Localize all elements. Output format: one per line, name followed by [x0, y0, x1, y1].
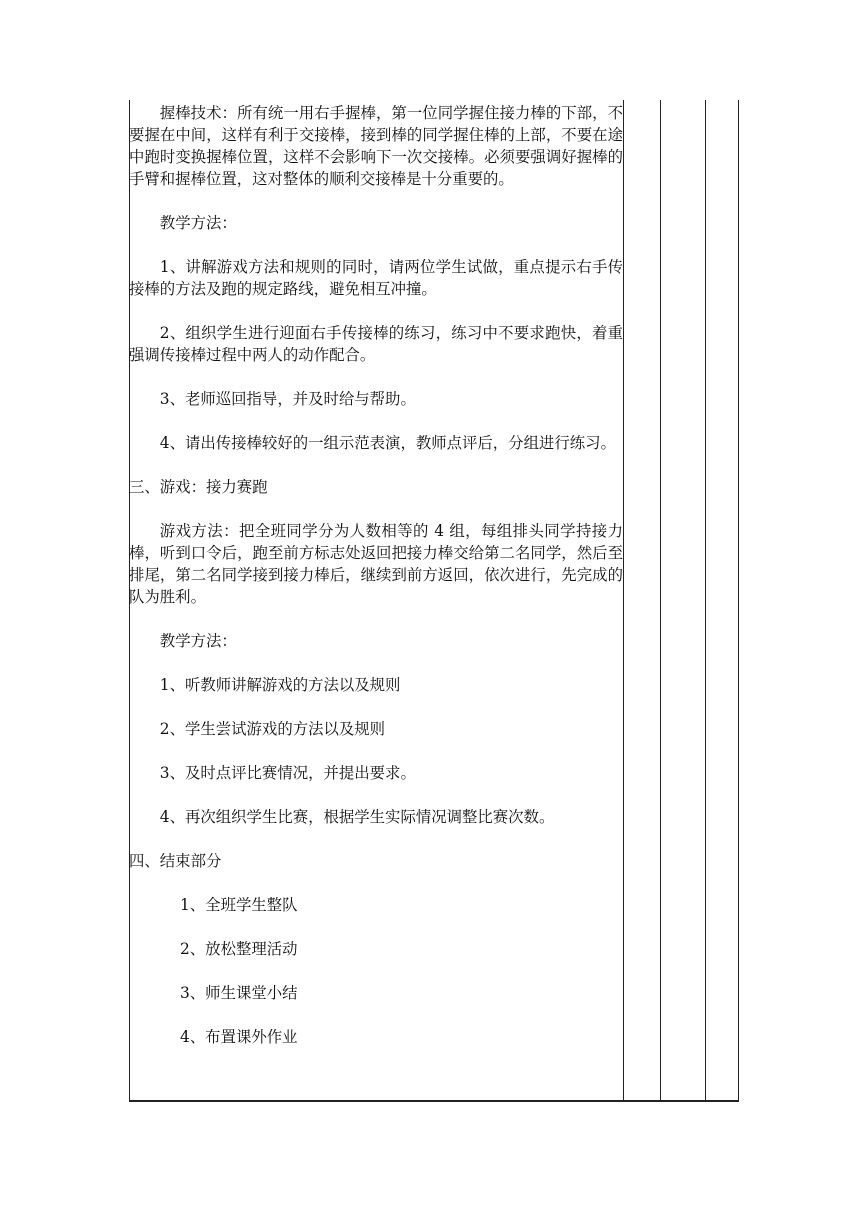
method-item: 1、听教师讲解游戏的方法以及规则	[159, 676, 401, 694]
method-item: 2、组织学生进行迎面右手传接棒的练习，练习中不要求跑快，着重强调传接棒过程中两人的动作配合。	[129, 324, 623, 364]
method-item: 4、再次组织学生比赛，根据学生实际情况调整比赛次数。	[159, 808, 555, 826]
content-cell	[129, 100, 623, 1048]
table-border-bottom	[129, 1100, 739, 1102]
closing-item: 1、全班学生整队	[180, 896, 298, 914]
teaching-method-heading: 教学方法：	[159, 214, 237, 232]
method-item: 1、讲解游戏方法和规则的同时，请两位学生试做，重点提示右手传接棒的方法及跑的规定路线，避免相互冲撞。	[129, 258, 623, 298]
section-heading-game: 三、游戏：接力赛跑	[129, 478, 268, 496]
method-item: 3、老师巡回指导，并及时给与帮助。	[159, 390, 416, 408]
method-item: 3、及时点评比赛情况，并提出要求。	[159, 764, 416, 782]
teaching-method-heading: 教学方法：	[159, 632, 237, 650]
column-divider-3	[705, 100, 706, 1102]
closing-item: 3、师生课堂小结	[180, 984, 298, 1002]
grip-technique-paragraph: 握棒技术：所有统一用右手握棒，第一位同学握住接力棒的下部，不要握在中间，这样有利于交接棒，接到棒的同学握住棒的上部，不要在途中跑时变换握棒位置，这样不会影响下一次交接棒。必须要强调好握棒的手臂和握棒位置，这对整体的顺利交接棒是十分重要的。	[129, 104, 623, 188]
method-item: 4、请出传接棒较好的一组示范表演，教师点评后，分组进行练习。	[159, 434, 616, 452]
lesson-plan-table	[129, 100, 739, 1102]
closing-item: 4、布置课外作业	[180, 1028, 298, 1046]
method-item: 2、学生尝试游戏的方法以及规则	[159, 720, 386, 738]
table-border-right	[738, 100, 739, 1102]
closing-item: 2、放松整理活动	[180, 940, 298, 958]
column-divider-1	[623, 100, 624, 1102]
game-method-paragraph: 游戏方法：把全班同学分为人数相等的 4 组，每组排头同学持接力棒，听到口令后，跑至前方标志处返回把接力棒交给第二名同学，然后至排尾，第二名同学接到接力棒后，继续到前方返回，依次进行，先完成的队为胜利。	[129, 522, 623, 606]
column-divider-2	[660, 100, 661, 1102]
section-heading-closing: 四、结束部分	[129, 852, 222, 870]
